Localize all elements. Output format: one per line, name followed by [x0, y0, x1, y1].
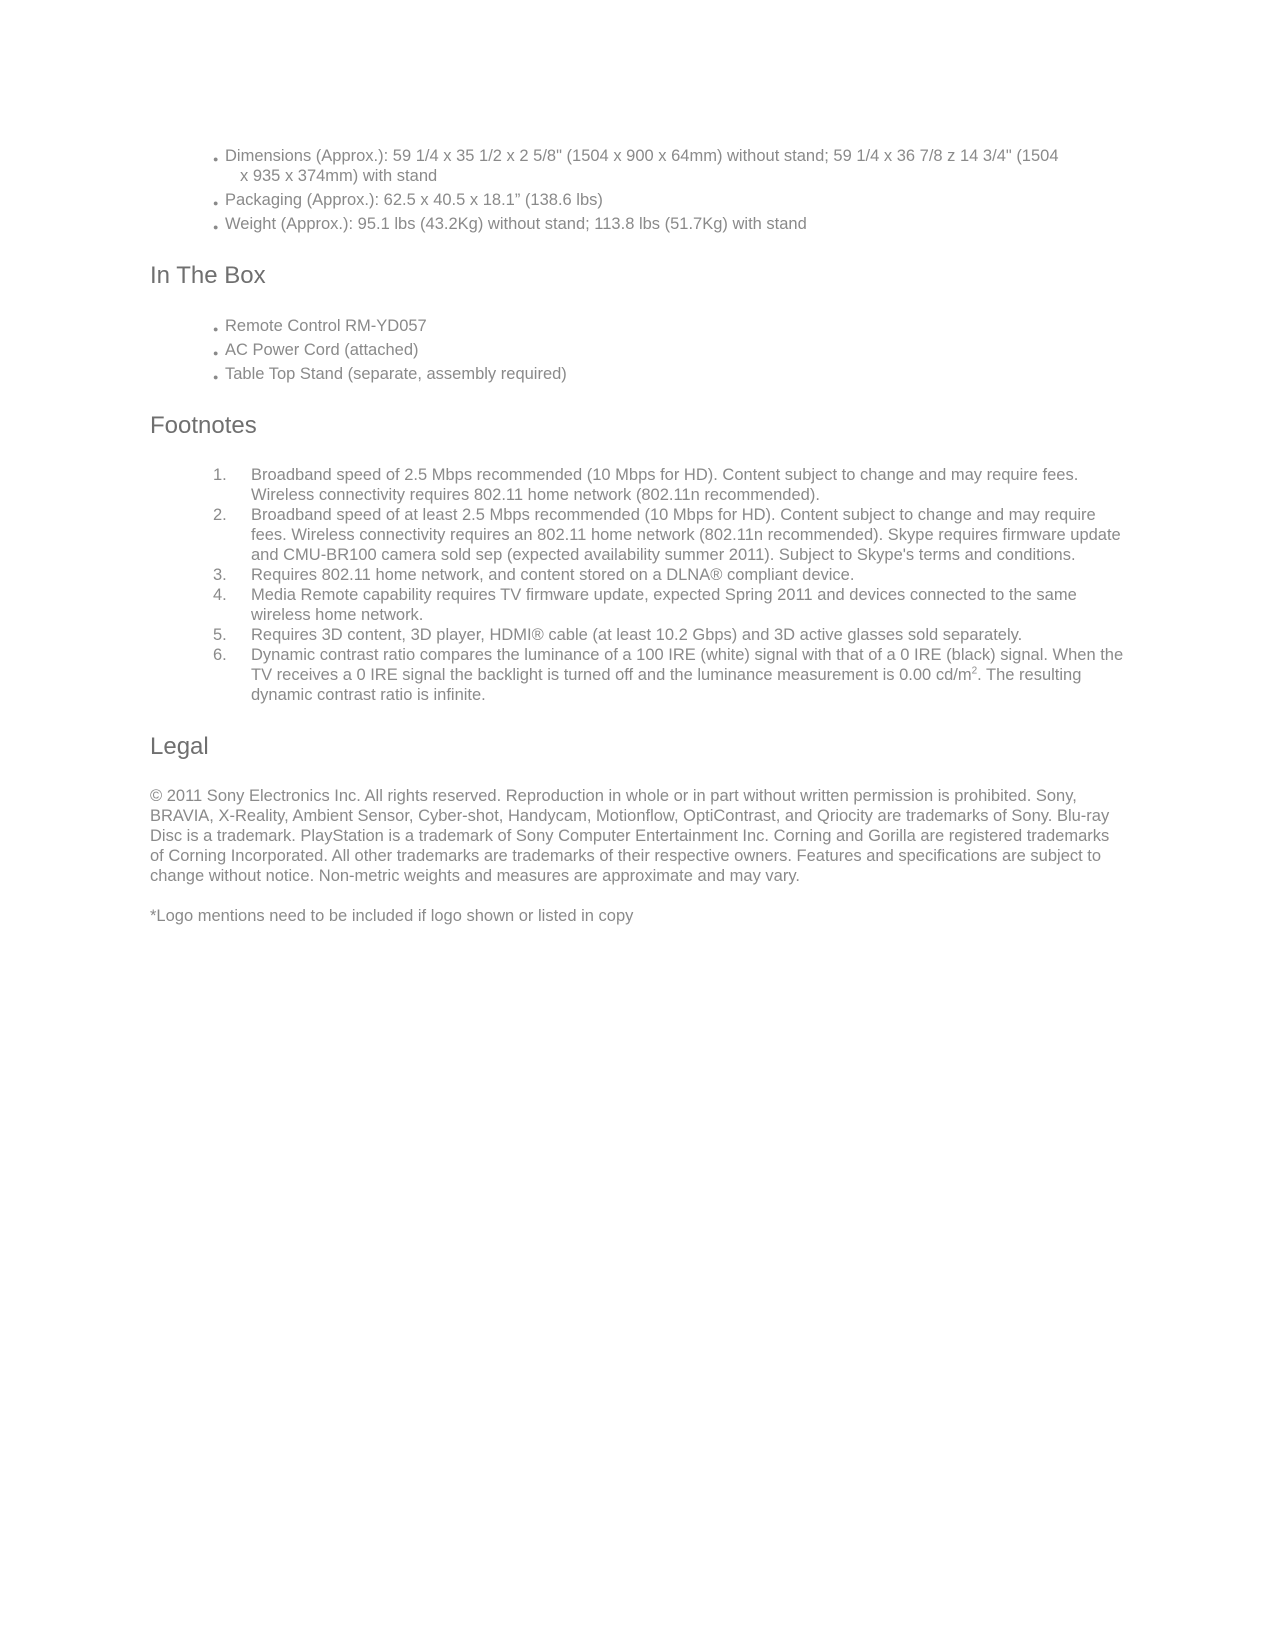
footnotes-list — [150, 465, 1125, 705]
footnote-number: 4. — [213, 586, 227, 604]
footnote-item — [213, 625, 1125, 645]
footnote-number: 1. — [213, 466, 227, 484]
bullet-icon: ● — [213, 348, 219, 358]
footnote-text: Requires 802.11 home network, and content stored on a DLNA® compliant device. — [251, 566, 855, 584]
footnote-text: Dynamic contrast ratio compares the luminance of a 100 IRE (white) signal with that of a 0 IRE (black) signal. When the TV receives a 0 IRE signal the backlight is turned off and the luminance measurement is 0.00 cd/m — [251, 646, 1124, 684]
footnote-number: 6. — [213, 646, 227, 664]
spec-item-weight — [213, 214, 1125, 234]
footnote-text: Broadband speed of at least 2.5 Mbps recommended (10 Mbps for HD). Content subject to change and may require fees. Wireless connectivity requires an 802.11 home network (802.11n recommended). Skype requires firmware update and CMU-BR100 camera sold sep (expected availability summer 2011). Subject to Skype's terms and conditions. — [251, 506, 1121, 564]
spec-text-continued: x 935 x 374mm) with stand — [240, 167, 438, 185]
list-item — [213, 316, 1125, 336]
footnote-number: 2. — [213, 506, 227, 524]
in-the-box-list — [213, 316, 1125, 384]
footnote-text: Requires 3D content, 3D player, HDMI® cable (at least 10.2 Gbps) and 3D active glasses sold separately. — [251, 626, 1023, 644]
footnote-item — [213, 505, 1125, 565]
document-page — [150, 146, 1125, 926]
footnote-text-end: . The resulting dynamic contrast ratio is infinite. — [251, 666, 1082, 704]
specs-list — [213, 146, 1125, 234]
footnote-item — [213, 565, 1125, 585]
item-text: Remote Control RM-YD057 — [225, 317, 427, 335]
footnote-text: Media Remote capability requires TV firmware update, expected Spring 2011 and devices connected to the same wireless home network. — [251, 586, 1077, 624]
item-text: Table Top Stand (separate, assembly required) — [225, 365, 567, 383]
footnote-item — [213, 645, 1125, 705]
spec-text: Packaging (Approx.): 62.5 x 40.5 x 18.1” (138.6 lbs) — [225, 191, 603, 209]
superscript: 2 — [971, 665, 978, 677]
footnotes-heading: Footnotes — [150, 412, 257, 439]
in-the-box-heading: In The Box — [150, 262, 266, 289]
spec-text: Weight (Approx.): 95.1 lbs (43.2Kg) without stand; 113.8 lbs (51.7Kg) with stand — [225, 215, 807, 233]
legal-text: © 2011 Sony Electronics Inc. All rights reserved. Reproduction in whole or in part without written permission is prohibited. Sony, BRAVIA, X-Reality, Ambient Sensor, Cyber-shot, Handycam, Motionflow, OptiContrast, and Qriocity are trademarks of Sony. Blu-ray Disc is a trademark. PlayStation is a trademark of Sony Computer Entertainment Inc. Corning and Gorilla are registered trademarks of Corning Incorporated. All other trademarks are trademarks of their respective owners. Features and specifications are subject to change without notice. Non-metric weights and measures are approximate and may vary. — [150, 787, 1110, 885]
bullet-icon: ● — [213, 372, 219, 382]
footnote-number: 5. — [213, 626, 227, 644]
spec-item-packaging — [213, 190, 1125, 210]
item-text: AC Power Cord (attached) — [225, 341, 419, 359]
footnote-number: 3. — [213, 566, 227, 584]
footnote-text: Broadband speed of 2.5 Mbps recommended (10 Mbps for HD). Content subject to change and may require fees. Wireless connectivity requires 802.11 home network (802.11n recommended). — [251, 466, 1079, 504]
footnote-item — [213, 585, 1125, 625]
spec-item-dimensions — [213, 146, 1125, 186]
bullet-icon: ● — [213, 198, 219, 208]
list-item — [213, 364, 1125, 384]
list-item — [213, 340, 1125, 360]
bullet-icon: ● — [213, 324, 219, 334]
spec-text: Dimensions (Approx.): 59 1/4 x 35 1/2 x 2 5/8" (1504 x 900 x 64mm) without stand; 59 1/4 x 36 7/8 z 14 3/4" (1504 — [225, 147, 1059, 165]
legal-heading: Legal — [150, 733, 209, 760]
footnote-item — [213, 465, 1125, 505]
bullet-icon: ● — [213, 154, 219, 164]
logo-note: *Logo mentions need to be included if logo shown or listed in copy — [150, 907, 634, 925]
bullet-icon: ● — [213, 222, 219, 232]
